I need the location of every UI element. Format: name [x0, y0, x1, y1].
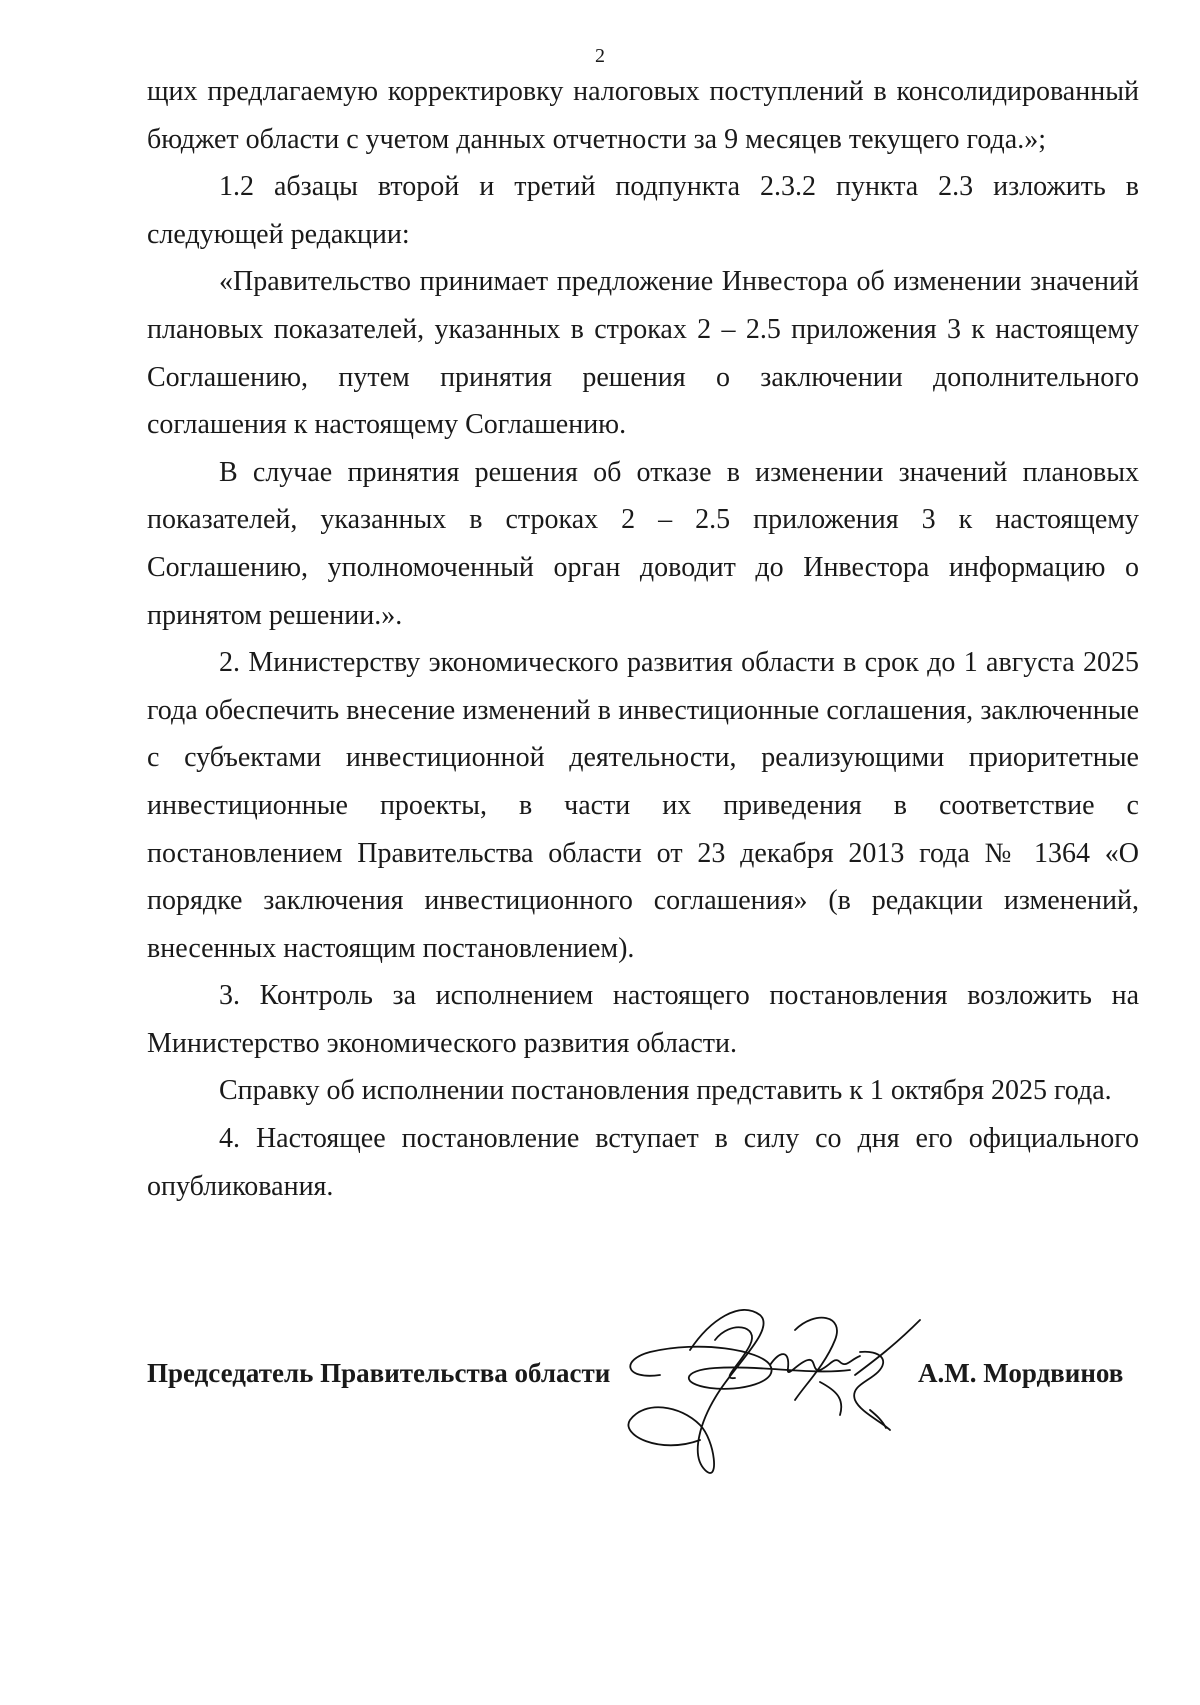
paragraph-4: 4. Настоящее постановление вступает в силу со дня его официального опубликования. [147, 1123, 1139, 1202]
signatory-position: Председатель Правительства области [147, 1358, 611, 1388]
paragraph-3: 3. Контроль за исполнением настоящего постановления возложить на Министерство экономического развития области. [147, 980, 1139, 1059]
paragraph-quote-government: «Правительство принимает предложение Инвестора об изменении значений плановых показателей, указанных в строках 2 – 2.5 приложения 3 к настоящему Соглашению, путем принятия решения о заключении дополнительного соглашения к настоящему Соглашению. [147, 266, 1139, 441]
signatory-name: А.М. Мордвинов [918, 1358, 1124, 1388]
paragraph-report: Справку об исполнении постановления представить к 1 октября 2025 года. [219, 1075, 1112, 1107]
paragraph-2: 2. Министерству экономического развития области в срок до 1 августа 2025 года обеспечить внесение изменений в инвестиционные соглашения, заключенные с субъектами инвестиционной деятельности, реализующими приоритетные инвестиционные проекты, в части их приведения в соответствие с постановлением Правительства области от 23 декабря 2013 года № 1364 «О порядке заключения инвестиционного соглашения» (в редакции изменений, внесенных настоящим постановлением). [147, 647, 1139, 964]
paragraph-continuation: щих предлагаемую корректировку налоговых поступлений в консолидированный бюджет области с учетом данных отчетности за 9 месяцев текущего года.»; [147, 76, 1139, 155]
document-body [147, 68, 1139, 1210]
handwritten-signature [620, 1290, 960, 1490]
page-number: 2 [595, 45, 605, 67]
paragraph-1-2: 1.2 абзацы второй и третий подпункта 2.3.2 пункта 2.3 изложить в следующей редакции: [147, 171, 1139, 250]
paragraph-quote-refusal: В случае принятия решения об отказе в изменении значений плановых показателей, указанных в строках 2 – 2.5 приложения 3 к настоящему Соглашению, уполномоченный орган доводит до Инвестора информацию о принятом решении.». [147, 456, 1139, 631]
